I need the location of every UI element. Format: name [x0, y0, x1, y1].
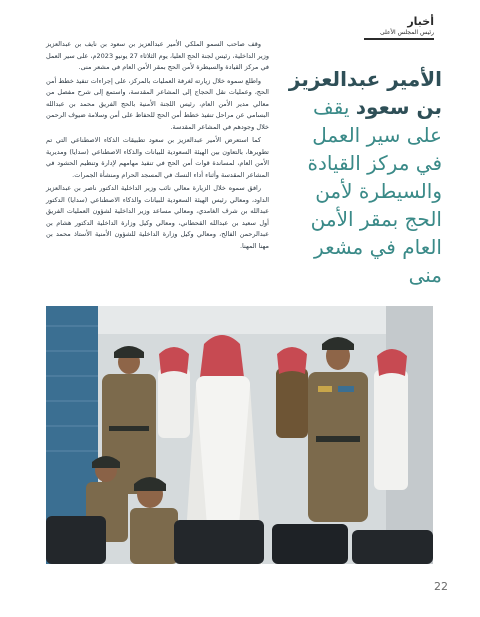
section-header — [364, 16, 434, 40]
headline-strong: الأمير عبدالعزيز بن سعود — [288, 67, 442, 119]
body-paragraph-3: كما استعرض الأمير عبدالعزيز بن سعود تطبيقات الذكاء الاصطناعي التي تم تطويرها، بالتعاون بين الهيئة السعودية للبيانات والذكاء الاصطناعي (سدايا) ومديرية الأمن العام، لمساندة قوات أمن الحج في تنفيذ مهامهم لإدارة وتنظيم الحشود في المشاعر المقدسة وأثناء أداء النسك في المسجد الحرام ومنشأة الجمرات. — [46, 136, 269, 179]
section-title: أخبار — [407, 15, 434, 28]
article-body — [46, 39, 269, 254]
body-paragraph-4: رافق سموه خلال الزيارة معالي نائب وزير الداخلية الدكتور ناصر بن عبدالعزيز الداود، ومعالي رئيس الهيئة السعودية للبيانات والذكاء الاصطناعي (سدايا) الدكتور عبدالله بن شرف الغامدي، ومعالي مساعد وزير الداخلية لشؤون العمليات الفريق أول سعيد بن عبدالله القحطاني، ومعالي وكيل وزارة الداخلية الدكتور هشام بن عبدالرحمن الفالح، ومعالي وكيل وزارة الداخلية للشؤون الأمنية الأستاذ محمد بن مهنا المهنا. — [46, 184, 269, 250]
page-number: 22 — [434, 580, 448, 593]
headline-rest: يقف على سير العمل في مركز القيادة والسيطرة لأمن الحج بمقر الأمن العام في مشعر منى — [307, 95, 442, 287]
photo-illustration — [46, 306, 433, 564]
body-paragraph-1: وقف صاحب السمو الملكي الأمير عبدالعزيز بن سعود بن نايف بن عبدالعزيز وزير الداخلية، رئيس لجنة الحج العليا، يوم الثلاثاء 27 يونيو 2023م، على سير العمل في مركز القيادة والسيطرة لأمن الحج بمقر الأمن العام في مشعر منى. — [46, 40, 269, 71]
header-rule — [364, 38, 434, 40]
article-photo — [46, 306, 433, 564]
article-headline — [282, 65, 442, 289]
section-subtitle: رئيس المجلس الأعلى — [380, 29, 434, 36]
body-paragraph-2: واطلع سموه خلال زيارته لغرفة العمليات بالمركز، على إجراءات تنفيذ خطط أمن الحج، وعمليات نقل الحجاج إلى المشاعر المقدسة، واستمع إلى شرح مفصل من معالي مدير الأمن العام، رئيس اللجنة الأمنية بالحج الفريق محمد بن عبدالله البسامي عن مراحل تنفيذ خطط أمن الحج للحفاظ على أمن وسلامة ضيوف الرحمن خلال وجودهم في المشاعر المقدسة. — [46, 76, 269, 131]
photo-ceiling-panel — [98, 306, 386, 334]
